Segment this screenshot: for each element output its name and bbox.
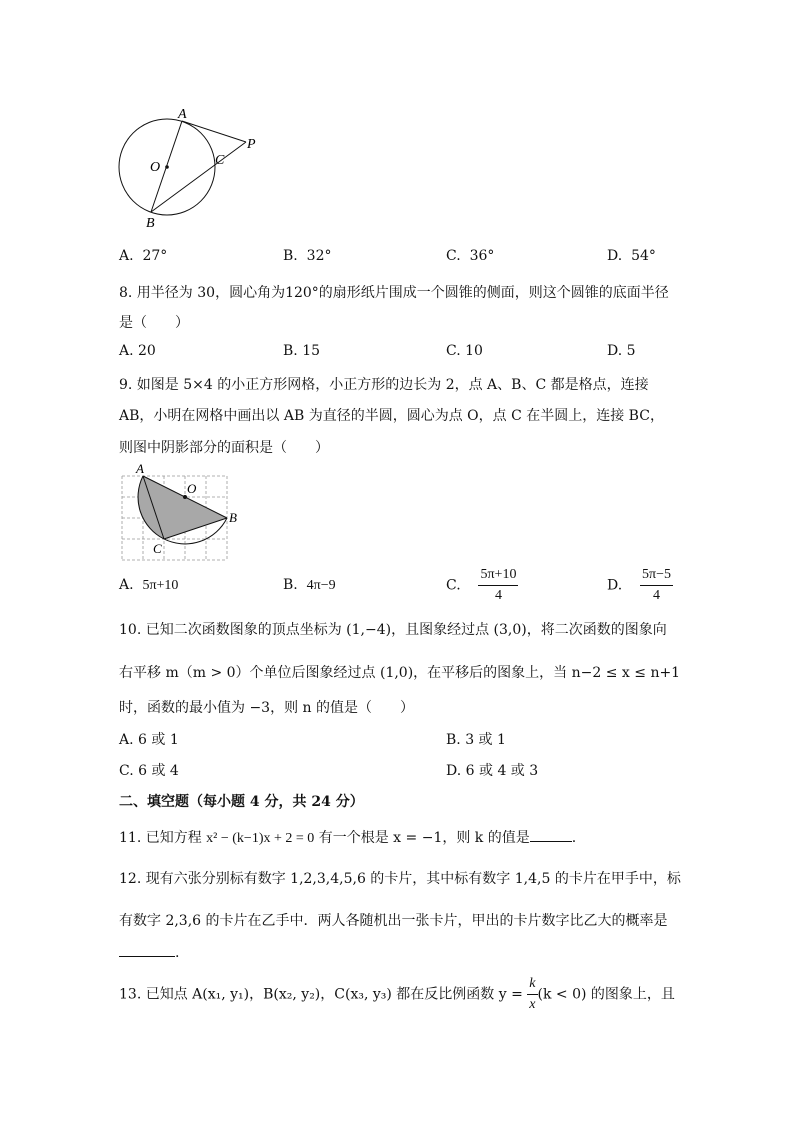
label-c: C bbox=[215, 153, 225, 168]
q9-stem-line3: 则图中阴影部分的面积是（ ） bbox=[119, 440, 329, 456]
q7-option-c: C. 36° bbox=[446, 248, 495, 264]
q12-stem-line1: 12. 现有六张分别标有数字 1,2,3,4,5,6 的卡片，其中标有数字 1,4,5 的卡片在甲手中，标 bbox=[119, 871, 681, 887]
q10-option-a: A. 6 或 1 bbox=[119, 732, 179, 748]
q8-stem-line2: 是（ ） bbox=[119, 315, 189, 331]
q9-stem-line1: 9. 如图是 5×4 的小正方形网格，小正方形的边长为 2，点 A、B、C 都是格点，连接 bbox=[119, 377, 649, 393]
q11-stem: 11. 已知方程 x² − (k−1)x + 2 = 0 有一个根是 x = −1，则 k 的值是 . bbox=[119, 830, 577, 846]
q8-option-b: B. 15 bbox=[283, 343, 321, 359]
center-point bbox=[165, 165, 169, 169]
label-p: P bbox=[247, 137, 256, 152]
answer-blank bbox=[530, 829, 572, 842]
q7-option-a: A. 27° bbox=[119, 248, 168, 264]
segment-bp bbox=[151, 142, 246, 212]
fraction: $\frac{5\pi+10}{4}$ bbox=[480, 567, 517, 603]
label-a: A bbox=[178, 107, 187, 122]
answer-blank bbox=[119, 944, 175, 957]
q9-option-a: A. 5π+10 bbox=[119, 577, 179, 593]
q10-option-d: D. 6 或 4 或 3 bbox=[446, 763, 539, 779]
label-o: O bbox=[187, 481, 197, 496]
label-o: O bbox=[150, 160, 161, 175]
q13-stem: 13. 已知点 A(x₁, y₁)，B(x₂, y₂)，C(x₃, y₃) 都在反比例函数 y = $\frac{k}{x}$ (k < 0) 的图象上，且 bbox=[119, 974, 675, 1015]
label-b: B bbox=[146, 216, 155, 231]
q10-stem-line2: 右平移 m（m > 0）个单位后图象经过点 (1,0)，在平移后的图象上，当 n−2 ≤ x ≤ n+1 bbox=[119, 665, 681, 681]
q7-option-b: B. 32° bbox=[283, 248, 332, 264]
label-c: C bbox=[153, 541, 162, 556]
q8-option-d: D. 5 bbox=[607, 343, 636, 359]
q8-stem-line1: 8. 用半径为 30，圆心角为120°的扇形纸片围成一个圆锥的侧面，则这个圆锥的底面半径 bbox=[119, 285, 669, 301]
q10-option-b: B. 3 或 1 bbox=[446, 732, 506, 748]
q8-option-c: C. 10 bbox=[446, 343, 483, 359]
q9-option-d: D. $\frac{5\pi-5}{4}$ bbox=[607, 565, 673, 606]
q8-option-a: A. 20 bbox=[119, 343, 156, 359]
circle-tangent-figure bbox=[110, 104, 270, 234]
q9-option-b: B. 4π−9 bbox=[283, 577, 336, 593]
section-title: 二、填空题（每小题 4 分，共 24 分） bbox=[119, 794, 364, 810]
q10-option-c: C. 6 或 4 bbox=[119, 763, 179, 779]
q12-stem-line3: . bbox=[119, 944, 179, 961]
grid-semicircle-figure bbox=[112, 460, 252, 568]
q7-option-d: D. 54° bbox=[607, 248, 656, 264]
q10-stem-line3: 时，函数的最小值为 −3，则 n 的值是（ ） bbox=[119, 700, 415, 716]
equation: x² − (k−1)x + 2 = 0 bbox=[206, 831, 315, 846]
q10-stem-line1: 10. 已知二次函数图象的顶点坐标为 (1,−4)，且图象经过点 (3,0)，将二次函数的图象向 bbox=[119, 622, 667, 638]
label-b: B bbox=[229, 510, 237, 525]
fraction-k-over-x: $\frac{k}{x}$ bbox=[529, 976, 536, 1012]
fraction: $\frac{5\pi-5}{4}$ bbox=[642, 567, 671, 603]
q9-stem-line2: AB，小明在网格中画出以 AB 为直径的半圆，圆心为点 O，点 C 在半圆上，连接 BC， bbox=[119, 408, 664, 424]
q12-stem-line2: 有数字 2,3,6 的卡片在乙手中．两人各随机出一张卡片，甲出的卡片数字比乙大的概率是 bbox=[119, 913, 668, 929]
label-a: A bbox=[136, 461, 144, 476]
segment-ap bbox=[182, 121, 246, 142]
q9-option-c: C. $\frac{5\pi+10}{4}$ bbox=[446, 565, 518, 606]
